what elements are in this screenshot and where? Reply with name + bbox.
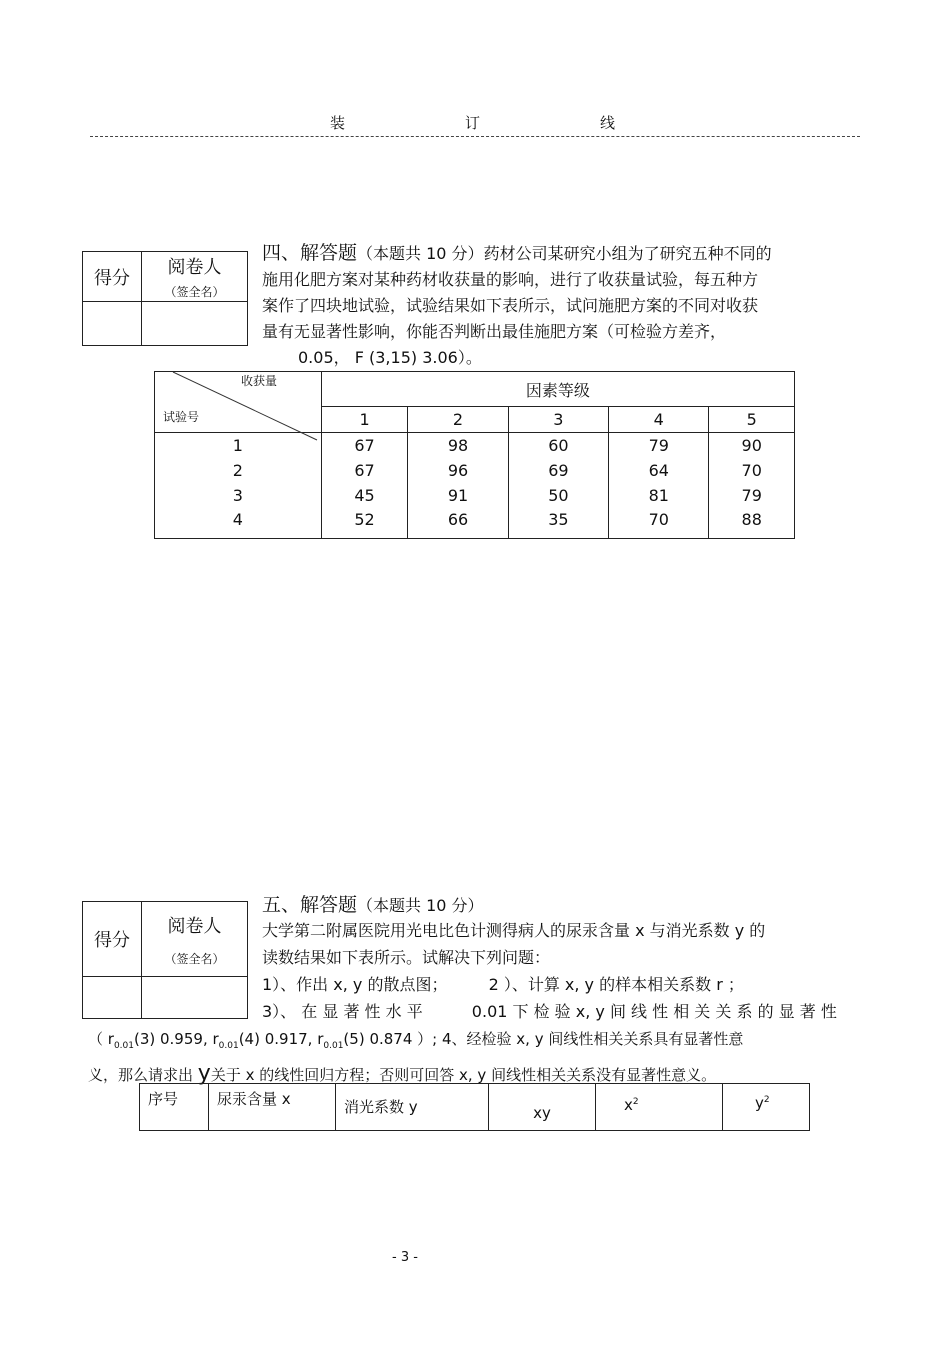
q4-cell: 70 bbox=[609, 508, 709, 538]
q5-line5d: (5) 0.874 ）; 4、经检验 x, y 间线性相关关系具有显著性意 bbox=[343, 1030, 744, 1048]
q4-cell: 60 bbox=[508, 433, 608, 458]
q5-line6-y: y bbox=[197, 1061, 211, 1086]
q4-cell: 67 bbox=[321, 458, 408, 483]
q5-grader-cell bbox=[142, 902, 248, 977]
q5-heading bbox=[262, 890, 484, 917]
q5-line5b: (3) 0.959, r bbox=[133, 1030, 219, 1048]
q5-x2-sup: 2 bbox=[632, 1097, 639, 1107]
q4-cell: 45 bbox=[321, 483, 408, 508]
q4-line3: 案作了四块地试验，试验结果如下表所示，试问施肥方案的不同对收获 bbox=[262, 296, 759, 315]
q4-level-2: 2 bbox=[408, 407, 508, 433]
binding-char-2: 订 bbox=[465, 114, 483, 132]
q5-line3b: 2 ）、计算 x, y 的样本相关系数 r ； bbox=[488, 975, 744, 994]
q4-cell: 96 bbox=[408, 458, 508, 483]
q5-line6b: 关于 x 的线性回归方程；否则可回答 x, y 间线性相关关系没有显著性意义。 bbox=[210, 1066, 717, 1084]
q4-score-input[interactable] bbox=[83, 302, 142, 346]
q4-cell: 90 bbox=[709, 433, 795, 458]
q4-level-5: 5 bbox=[709, 407, 795, 433]
q5-line2: 读数结果如下表所示。试解决下列问题： bbox=[262, 948, 551, 967]
q4-cell: 67 bbox=[321, 433, 408, 458]
q5-line3a: 1）、作出 x, y 的散点图； bbox=[262, 975, 448, 994]
page-number: - 3 - bbox=[392, 1250, 418, 1265]
q4-trial-2: 2 bbox=[155, 458, 322, 483]
q5-col-xy: xy bbox=[489, 1084, 596, 1131]
q5-line4b: 0.01 下 检 验 x, y 间 线 性 相 关 关 系 的 显 著 性 bbox=[471, 1002, 837, 1021]
q4-question bbox=[262, 240, 862, 371]
q4-cell: 98 bbox=[408, 433, 508, 458]
q5-col-index: 序号 bbox=[140, 1084, 209, 1131]
q4-cell: 66 bbox=[408, 508, 508, 538]
q4-line1: 药材公司某研究小组为了研究五种不同的 bbox=[483, 244, 772, 263]
q5-points: （本题共 10 分） bbox=[357, 896, 484, 915]
q4-grader-input[interactable] bbox=[142, 302, 248, 346]
r-sub-2: 0.01 bbox=[218, 1041, 239, 1051]
q5-score-input[interactable] bbox=[83, 977, 142, 1019]
q4-score-label: 得分 bbox=[83, 252, 142, 302]
q5-line5a: （ r bbox=[88, 1030, 114, 1048]
q4-grader-cell bbox=[142, 252, 248, 302]
q5-col-x2 bbox=[596, 1084, 723, 1131]
table-row bbox=[155, 508, 795, 538]
q5-score-box bbox=[82, 901, 248, 1019]
q4-cell: 88 bbox=[709, 508, 795, 538]
q4-title: 四、解答题 bbox=[262, 242, 358, 264]
q5-text-lower bbox=[88, 1025, 868, 1089]
q4-cell: 35 bbox=[508, 508, 608, 538]
binding-char-1: 装 bbox=[330, 114, 348, 132]
q5-grader-label: 阅卷人 bbox=[167, 915, 222, 937]
q5-col-x: 尿汞含量 x bbox=[209, 1084, 336, 1131]
q5-text-upper bbox=[262, 917, 862, 1025]
q5-line6a: 义，那么请求出 bbox=[88, 1066, 194, 1084]
q5-line1: 大学第二附属医院用光电比色计测得病人的尿汞含量 x 与消光系数 y 的 bbox=[262, 921, 766, 940]
q4-grader-label: 阅卷人 bbox=[167, 257, 222, 278]
q4-level-4: 4 bbox=[609, 407, 709, 433]
q4-cell: 79 bbox=[709, 483, 795, 508]
q4-cell: 64 bbox=[609, 458, 709, 483]
q4-trial-3: 3 bbox=[155, 483, 322, 508]
r-sub-1: 0.01 bbox=[113, 1041, 134, 1051]
q4-sign-note: （签全名） bbox=[164, 285, 225, 299]
q4-diagonal-header bbox=[155, 372, 322, 433]
q5-score-label: 得分 bbox=[83, 902, 142, 977]
q5-col-y: 消光系数 y bbox=[336, 1084, 489, 1131]
binding-char-3: 线 bbox=[600, 114, 618, 132]
q4-line2: 施用化肥方案对某种药材收获量的影响，进行了收获量试验，每五种方 bbox=[262, 270, 759, 289]
q5-title: 五、解答题 bbox=[262, 894, 358, 916]
q4-trial-4: 4 bbox=[155, 508, 322, 538]
q5-sign-note: （签全名） bbox=[164, 951, 225, 966]
q4-score-box bbox=[82, 251, 248, 346]
q4-cell: 50 bbox=[508, 483, 608, 508]
table-row bbox=[155, 458, 795, 483]
q5-data-table bbox=[139, 1083, 810, 1131]
q4-trial-1: 1 bbox=[155, 433, 322, 458]
q4-cell: 52 bbox=[321, 508, 408, 538]
q4-cell: 81 bbox=[609, 483, 709, 508]
binding-line-label bbox=[90, 112, 860, 134]
q5-x2-base: x bbox=[624, 1096, 633, 1114]
q5-y2-base: y bbox=[755, 1094, 764, 1112]
q5-line4a: 3）、 在 显 著 性 水 平 bbox=[262, 1002, 423, 1021]
q4-diag-top: 收获量 bbox=[241, 374, 278, 388]
q4-table-wrap bbox=[154, 371, 795, 539]
q5-y2-sup: 2 bbox=[763, 1095, 770, 1105]
q4-factor-header: 因素等级 bbox=[321, 372, 794, 407]
q4-line4: 量有无显著性影响，你能否判断出最佳施肥方案（可检验方差齐， bbox=[262, 322, 727, 341]
diagonal-line-icon bbox=[155, 372, 322, 442]
q5-line5c: (4) 0.917, r bbox=[238, 1030, 324, 1048]
q5-col-y2 bbox=[723, 1084, 810, 1131]
q4-line5: 0.05， F (3,15) 3.06）。 bbox=[298, 348, 482, 367]
q4-cell: 70 bbox=[709, 458, 795, 483]
q4-level-3: 3 bbox=[508, 407, 608, 433]
q4-cell: 91 bbox=[408, 483, 508, 508]
q4-data-table bbox=[154, 371, 795, 539]
binding-dashed-line bbox=[90, 136, 860, 137]
q4-cell: 69 bbox=[508, 458, 608, 483]
q4-level-1: 1 bbox=[321, 407, 408, 433]
table-row bbox=[155, 483, 795, 508]
q4-cell: 79 bbox=[609, 433, 709, 458]
q5-grader-input[interactable] bbox=[142, 977, 248, 1019]
r-sub-3: 0.01 bbox=[323, 1041, 344, 1051]
q4-diag-bottom: 试验号 bbox=[163, 410, 200, 424]
q4-points: （本题共 10 分） bbox=[357, 244, 484, 263]
